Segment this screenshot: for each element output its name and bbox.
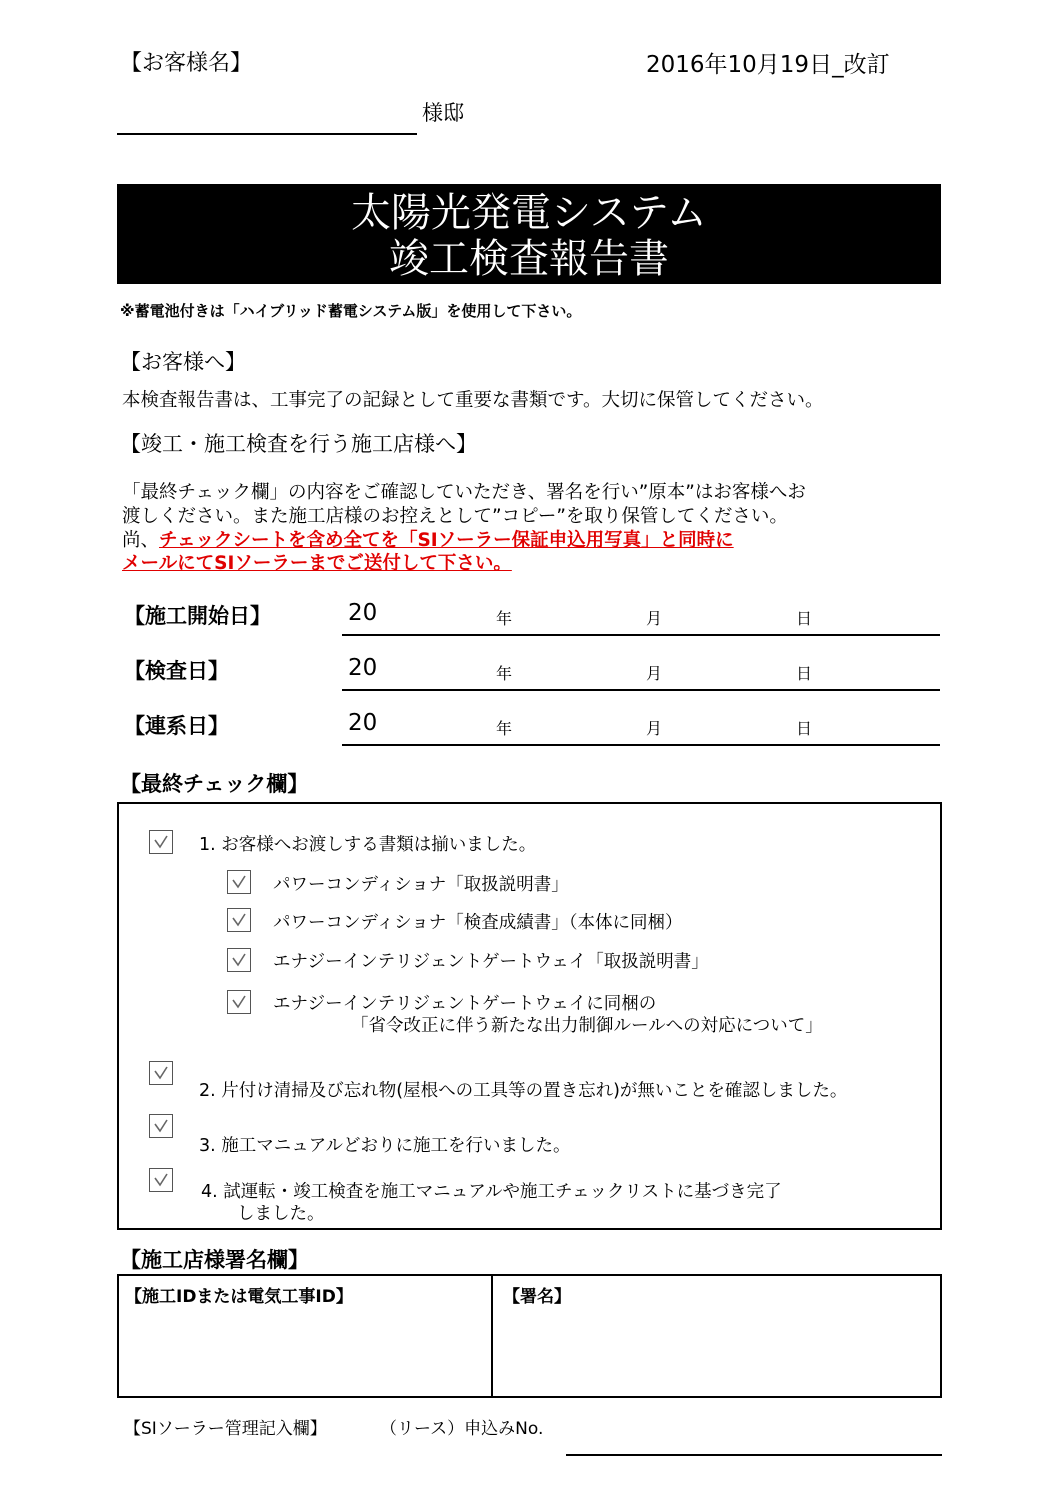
check-icon xyxy=(153,834,169,850)
battery-note: ※蓄電池付きは「ハイブリッド蓄電システム版」を使用して下さい。 xyxy=(120,302,582,320)
check-sub-4-line-2: 「省令改正に伴う新たな出力制御ルールへの対応について」 xyxy=(351,1016,823,1036)
lease-number-line[interactable] xyxy=(566,1454,942,1456)
to-customer-text: 本検査報告書は、工事完了の記録として重要な書類です。大切に保管してください。 xyxy=(122,390,824,411)
final-check-heading: 【最終チェック欄】 xyxy=(120,772,309,796)
to-installer-line-3-red: チェックシートを含め全てを「SIソーラー保証申込用写真」と同時に xyxy=(159,530,734,551)
date-row-construction-start[interactable] xyxy=(122,600,942,640)
date-row-inspection[interactable] xyxy=(122,655,942,695)
date-underline xyxy=(342,744,940,746)
check-sub-4-line-1: エナジーインテリジェントゲートウェイに同梱の xyxy=(273,994,657,1014)
to-installer-line-4 xyxy=(122,549,512,575)
month-unit: 月 xyxy=(646,664,663,683)
checkbox-sub-4[interactable] xyxy=(227,990,251,1014)
to-installer-line-1: 「最終チェック欄」の内容をご確認していただき、署名を行い”原本”はお客様へお xyxy=(122,482,806,503)
check-icon xyxy=(231,994,247,1010)
check-item-4-line-1: 4. 試運転・竣工検査を施工マニュアルや施工チェックリストに基づき完了 xyxy=(201,1182,782,1202)
checkbox-item-1[interactable] xyxy=(149,830,173,854)
to-installer-heading: 【竣工・施工検査を行う施工店様へ】 xyxy=(120,432,477,456)
customer-suffix: 様邸 xyxy=(422,101,464,125)
checkbox-item-3[interactable] xyxy=(149,1114,173,1138)
year-prefix: 20 xyxy=(348,710,378,736)
year-unit: 年 xyxy=(496,609,513,628)
admin-label: 【SIソーラー管理記入欄】 xyxy=(124,1419,327,1439)
to-installer-line-2: 渡しください。また施工店様のお控えとして”コピー”を取り保管してください。 xyxy=(122,506,788,527)
year-prefix: 20 xyxy=(348,655,378,681)
checkbox-sub-1[interactable] xyxy=(227,870,251,894)
check-sub-1: パワーコンディショナ「取扱説明書」 xyxy=(273,875,569,895)
to-installer-line-4-red: メールにてSIソーラーまでご送付して下さい。 xyxy=(122,553,512,574)
check-item-3: 3. 施工マニュアルどおりに施工を行いました。 xyxy=(199,1136,571,1156)
check-icon xyxy=(231,874,247,890)
check-item-4-line-2: しました。 xyxy=(237,1204,325,1224)
year-unit: 年 xyxy=(496,719,513,738)
date-label: 【検査日】 xyxy=(124,659,229,683)
date-underline xyxy=(342,689,940,691)
check-item-2: 2. 片付け清掃及び忘れ物(屋根への工具等の置き忘れ)が無いことを確認しました。 xyxy=(199,1081,848,1101)
date-row-grid-connection[interactable] xyxy=(122,710,942,750)
document-title xyxy=(117,184,941,284)
date-underline xyxy=(342,634,940,636)
title-line-2: 竣工検査報告書 xyxy=(389,236,669,282)
day-unit: 日 xyxy=(796,719,813,738)
customer-name-line[interactable] xyxy=(117,133,417,135)
check-icon xyxy=(153,1172,169,1188)
check-icon xyxy=(153,1118,169,1134)
check-sub-3: エナジーインテリジェントゲートウェイ「取扱説明書」 xyxy=(273,952,709,972)
to-customer-heading: 【お客様へ】 xyxy=(120,350,246,374)
month-unit: 月 xyxy=(646,609,663,628)
checkbox-sub-3[interactable] xyxy=(227,948,251,972)
year-unit: 年 xyxy=(496,664,513,683)
day-unit: 日 xyxy=(796,609,813,628)
installer-id-label: 【施工IDまたは電気工事ID】 xyxy=(125,1287,353,1307)
check-icon xyxy=(231,952,247,968)
date-label: 【連系日】 xyxy=(124,714,229,738)
signature-heading: 【施工店様署名欄】 xyxy=(120,1248,309,1272)
date-label: 【施工開始日】 xyxy=(124,604,271,628)
year-prefix: 20 xyxy=(348,600,378,626)
lease-application-label: （リース）申込みNo. xyxy=(380,1419,544,1439)
check-sub-2: パワーコンディショナ「検査成績書」（本体に同梱） xyxy=(273,913,683,933)
revision-date: 2016年10月19日_改訂 xyxy=(646,52,890,78)
signature-table xyxy=(117,1274,942,1398)
customer-name-label: 【お客様名】 xyxy=(120,51,253,76)
check-icon xyxy=(231,912,247,928)
sign-label: 【署名】 xyxy=(503,1287,571,1307)
month-unit: 月 xyxy=(646,719,663,738)
check-icon xyxy=(153,1065,169,1081)
checkbox-sub-2[interactable] xyxy=(227,908,251,932)
to-installer-line-3-prefix: 尚、 xyxy=(122,530,160,551)
day-unit: 日 xyxy=(796,664,813,683)
final-check-box xyxy=(117,802,942,1230)
checkbox-item-2[interactable] xyxy=(149,1061,173,1085)
check-item-1: 1. お客様へお渡しする書類は揃いました。 xyxy=(199,835,537,855)
signature-divider xyxy=(491,1276,493,1396)
checkbox-item-4[interactable] xyxy=(149,1168,173,1192)
title-line-1: 太陽光発電システム xyxy=(351,190,707,236)
